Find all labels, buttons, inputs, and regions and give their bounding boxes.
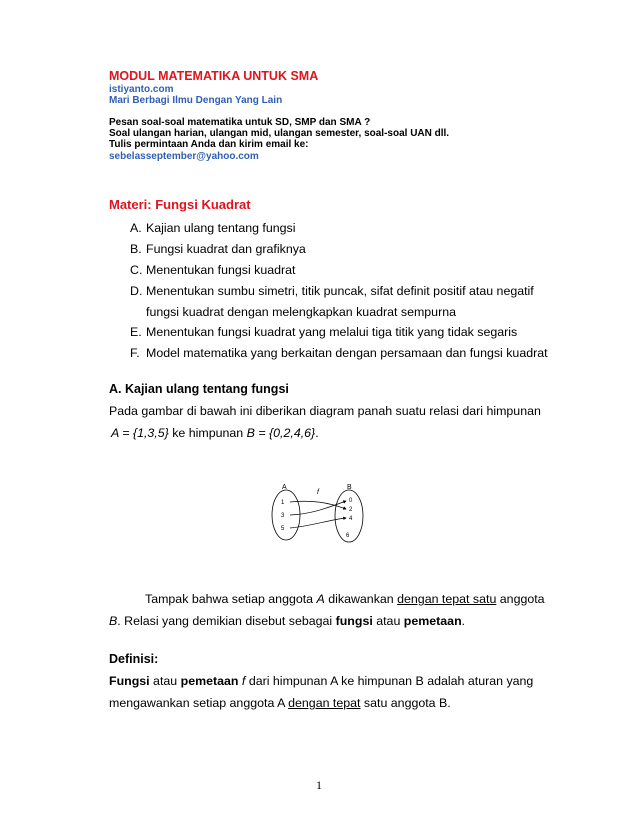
definisi-line-2 xyxy=(109,696,451,710)
materi-item-text: Menentukan fungsi kuadrat xyxy=(146,263,296,277)
materi-item-text-cont: fungsi kuadrat dengan melengkapkan kuadrat sempurna xyxy=(146,305,456,319)
materi-item-label: D. xyxy=(130,284,143,298)
codomain-element: 0 xyxy=(349,498,353,504)
explanation-line-2 xyxy=(109,614,465,628)
explanation-underlined: dengan tepat satu xyxy=(397,592,497,606)
explanation-text: atau xyxy=(372,614,404,628)
term-fungsi: Fungsi xyxy=(109,674,150,688)
module-title: MODUL MATEMATIKA UNTUK SMA xyxy=(109,69,319,83)
page-number: 1 xyxy=(316,778,322,792)
explanation-text: dikawankan xyxy=(324,592,398,606)
set-b-label: B xyxy=(347,484,352,491)
notice-email: sebelasseptember@yahoo.com xyxy=(109,151,259,162)
notice-line-3: Tulis permintaan Anda dan kirim email ke: xyxy=(109,139,309,150)
definisi-heading: Definisi: xyxy=(109,652,159,666)
materi-title: Materi: Fungsi Kuadrat xyxy=(109,197,251,212)
notice-line-2: Soal ulangan harian, ulangan mid, ulangan semester, soal-soal UAN dll. xyxy=(109,128,450,139)
definisi-text: satu anggota B. xyxy=(360,696,451,710)
domain-element: 3 xyxy=(281,513,285,519)
section-a-intro: Pada gambar di bawah ini diberikan diagram panah suatu relasi dari himpunan xyxy=(109,404,541,418)
materi-item-label: F. xyxy=(130,346,140,360)
definisi-text: dari himpunan A ke himpunan B adalah aturan yang xyxy=(245,674,534,688)
term-pemetaan: pemetaan xyxy=(180,674,239,688)
definisi-var-f: f xyxy=(238,674,246,688)
explanation-text: Tampak bahwa setiap anggota xyxy=(145,592,317,606)
definisi-text: atau xyxy=(149,674,181,688)
materi-item-label: A. xyxy=(130,221,142,235)
materi-item-text: Kajian ulang tentang fungsi xyxy=(146,221,296,235)
materi-item-label: C. xyxy=(130,263,143,277)
materi-item-label: E. xyxy=(130,325,142,339)
explanation-text: anggota xyxy=(496,592,545,606)
set-b-expression: B = {0,2,4,6} xyxy=(246,426,316,440)
definisi-line-1 xyxy=(109,674,534,688)
function-label: f xyxy=(317,489,319,496)
explanation-var: B xyxy=(109,614,118,628)
section-a-heading: A. Kajian ulang tentang fungsi xyxy=(109,382,289,396)
definisi-underlined: dengan tepat xyxy=(288,696,361,710)
domain-element: 5 xyxy=(281,526,285,532)
arrow-diagram xyxy=(262,480,372,550)
codomain-element: 6 xyxy=(346,533,350,539)
set-end: . xyxy=(315,426,319,440)
materi-item-label: B. xyxy=(130,242,142,256)
explanation-text: . Relasi yang demikian disebut sebagai xyxy=(117,614,336,628)
notice-line-1: Pesan soal-soal matematika untuk SD, SMP dan SMA ? xyxy=(109,117,371,128)
term-fungsi: fungsi xyxy=(335,614,373,628)
explanation-line-1 xyxy=(145,592,545,606)
set-connector: ke himpunan xyxy=(172,426,244,440)
codomain-element: 2 xyxy=(349,507,353,513)
site-name: istiyanto.com xyxy=(109,84,174,95)
materi-item-text: Menentukan sumbu simetri, titik puncak, sifat definit positif atau negatif xyxy=(146,284,534,298)
set-a-label: A xyxy=(282,484,287,491)
set-a-oval xyxy=(272,490,300,540)
domain-element: 1 xyxy=(281,500,285,506)
set-a-expression: A = {1,3,5} xyxy=(111,426,169,440)
explanation-var: A xyxy=(316,592,325,606)
term-pemetaan: pemetaan xyxy=(403,614,462,628)
materi-item-text: Model matematika yang berkaitan dengan persamaan dan fungsi kuadrat xyxy=(146,346,548,360)
section-a-sets xyxy=(111,426,319,440)
materi-item-text: Menentukan fungsi kuadrat yang melalui tiga titik yang tidak segaris xyxy=(146,325,518,339)
codomain-element: 4 xyxy=(349,516,353,522)
definisi-text: mengawankan setiap anggota A xyxy=(109,696,289,710)
explanation-text: . xyxy=(461,614,466,628)
site-tagline: Mari Berbagi Ilmu Dengan Yang Lain xyxy=(109,95,283,106)
materi-item-text: Fungsi kuadrat dan grafiknya xyxy=(146,242,306,256)
